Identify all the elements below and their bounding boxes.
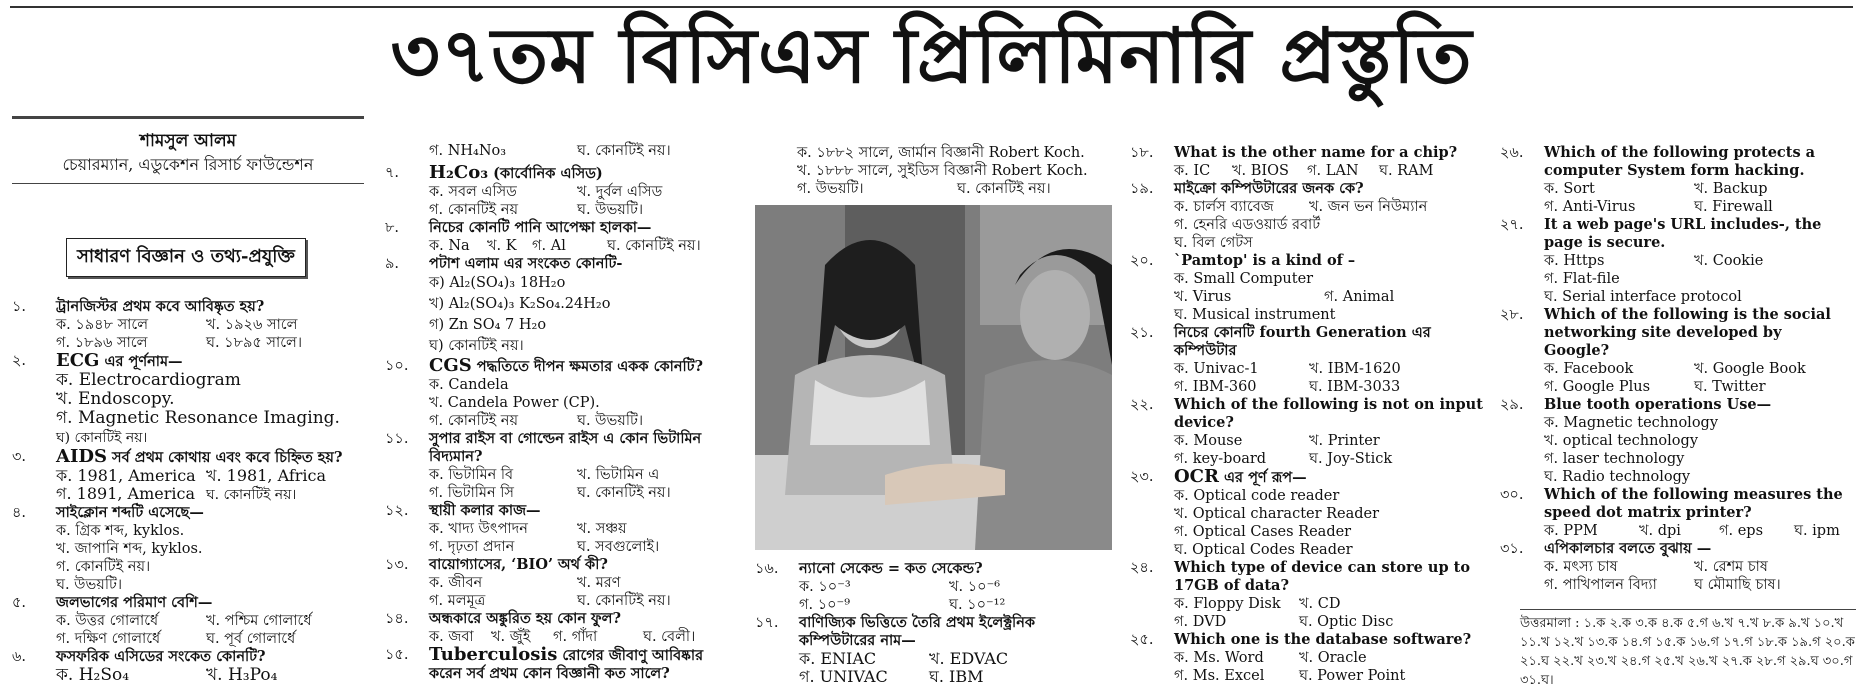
photo-image [755, 205, 1112, 550]
options-17: ক. ENIAC খ. EDVAC গ. UNIVAC ঘ. IBM [799, 649, 1009, 686]
question-16: ১৬. ন্যানো সেকেন্ড = কত সেকেন্ড? [755, 560, 983, 577]
question-15: ১৫. Tuberculosis রোগের জীবাণু আবিষ্কার করেন সর্ব প্রথম কোন বিজ্ঞানী কত সালে? [385, 644, 704, 682]
options-11: ক. ভিটামিন বি খ. ভিটামিন এ গ. ভিটামিন সি ঘ. কোনটিই নয়। [429, 467, 671, 501]
column-5 [1500, 144, 1845, 594]
options-24: ক. Floppy Disk খ. CD গ. DVD ঘ. Optic Disc [1174, 596, 1394, 630]
options-5: ক. উত্তর গোলার্ধে খ. পশ্চিম গোলার্ধে গ. দক্ষিণ গোলার্ধে ঘ. পূর্ব গোলার্ধে [56, 613, 312, 647]
question-21: ২১. নিচের কোনটি fourth Generation এর কম্পিউটার [1130, 324, 1431, 359]
column-2 [385, 142, 715, 683]
answer-key: উত্তরমালা : ১.ক ২.ক ৩.ক ৪.ক ৫.গ ৬.খ ৭.খ ৮.ক ৯.খ ১০.খ ১১.খ ১২.খ ১৩.ক ১৪.গ ১৫.ক ১৬.গ ১৭.গ ১৮.ক ১৯.গ ২০.ক ২১.ঘ ২২.খ ২৩.খ ২৪.গ ২৫.খ ২৬.খ ২৭.ক ২৮.গ ২৯.ঘ ৩০.গ ৩১.ঘ। [1520, 609, 1856, 690]
options-7: ক. সবল এসিড খ. দুর্বল এসিড গ. কোনটিই নয় ঘ. উভয়টি। [429, 184, 663, 218]
options-22: ক. Mouse খ. Printer গ. key-board ঘ. Joy-Stick [1174, 433, 1393, 467]
options-13: ক. জীবন খ. মরণ গ. মলমূত্র ঘ. কোনটিই নয়। [429, 575, 671, 609]
options-20: ক. Small Computer খ. Virus গ. Animal ঘ. Musical instrument [1174, 271, 1395, 323]
options-26: ক. Sort খ. Backup গ. Anti-Virus ঘ. Firewall [1544, 181, 1773, 215]
question-22: ২২. Which of the following is not on input device? [1130, 396, 1483, 431]
options-1: ক. ১৯৪৮ সালে খ. ১৯২৬ সালে গ. ১৮৯৬ সালে ঘ. ১৮৯৫ সালে। [56, 317, 303, 351]
options-25: ক. Ms. Word খ. Oracle গ. Ms. Excel ঘ. Power Point [1174, 650, 1406, 684]
question-31: ৩১. এপিকালচার বলতে বুঝায় — [1500, 540, 1712, 557]
column-4 [1130, 144, 1490, 685]
options-4: ক. গ্রিক শব্দ, kyklos. খ. জাপানি শব্দ, kyklos. গ. কোনটিই নয়। ঘ. উভয়টি। [56, 523, 203, 593]
classroom-photo [755, 205, 1112, 550]
column-1 [12, 298, 357, 684]
author-role: চেয়ারম্যান, এডুকেশন রিসার্চ ফাউন্ডেশন [62, 155, 314, 174]
options-18: ক. IC খ. BIOS গ. LAN ঘ. RAM [1174, 163, 1434, 179]
question-25: ২৫. Which one is the database software? [1130, 631, 1472, 648]
question-1: ১. ট্রানজিস্টর প্রথম কবে আবিষ্কৃত হয়? [12, 298, 265, 315]
question-6: ৬. ফসফরিক এসিডের সংকেত কোনটি? [12, 648, 266, 665]
question-24: ২৪. Which type of device can store up to 17GB of data? [1130, 559, 1471, 594]
question-14: ১৪. অন্ধকারে অঙ্কুরিত হয় কোন ফুল? [385, 610, 621, 627]
section-title: সাধারণ বিজ্ঞান ও তথ্য-প্রযুক্তি [66, 238, 306, 277]
options-9: ক) Al₂(SO₄)₃ 18H₂o খ) Al₂(SO₄)₃ K₂So₄.24H₂o গ) Zn SO₄ 7 H₂o ঘ) কোনটিই নয়। [429, 275, 611, 354]
options-6-cont: গ. NH₄No₃ ঘ. কোনটিই নয়। [429, 143, 671, 159]
options-8: ক. Na খ. K গ. Al ঘ. কোনটিই নয়। [429, 238, 701, 254]
question-30: ৩০. Which of the following measures the speed dot matrix printer? [1500, 486, 1843, 521]
options-31: ক. মৎস্য চাষ খ. রেশম চাষ গ. পাখিপালন বিদ্যা ঘ মৌমাছি চাষ। [1544, 559, 1781, 593]
question-26: ২৬. Which of the following protects a computer System form hacking. [1500, 144, 1816, 179]
options-6: ক. H₂So₄ খ. H₃Po₄ [56, 665, 278, 685]
author-block [12, 116, 364, 184]
options-15: ক. ১৮৮২ সালে, জার্মান বিজ্ঞানী Robert Koch. খ. ১৮৮৮ সালে, সুইডিস বিজ্ঞানী Robert Koch. গ. উভয়টি। ঘ. কোনটিই নয়। [797, 145, 1088, 197]
question-2: ২. ECG এর পূর্ণনাম— [12, 350, 183, 371]
options-30: ক. PPM খ. dpi গ. eps ঘ. ipm [1544, 523, 1840, 539]
question-10: ১০. CGS পদ্ধতিতে দীপন ক্ষমতার একক কোনটি? [385, 355, 704, 376]
column-3 [755, 144, 1115, 198]
options-16: ক. ১০⁻³ খ. ১০⁻⁶ গ. ১০⁻⁹ ঘ. ১০⁻¹² [799, 579, 1006, 613]
question-13: ১৩. বায়োগ্যাসের, ‘BIO’ অর্থ কী? [385, 556, 608, 573]
options-3: ক. 1981, America খ. 1981, Africa গ. 1891, America ঘ. কোনটিই নয়। [56, 466, 327, 503]
question-18: ১৮. What is the other name for a chip? [1130, 144, 1458, 161]
question-29: ২৯. Blue tooth operations Use— [1500, 396, 1772, 413]
top-rule [10, 6, 1853, 8]
author-name: শামসুল আলম [139, 131, 237, 151]
question-11: ১১. সুপার রাইস বা গোল্ডেন রাইস এ কোন ভিটামিন বিদ্যমান? [385, 430, 702, 465]
question-5: ৫. জলভাগের পরিমাণ বেশি— [12, 594, 213, 611]
column-3-lower [755, 560, 1115, 686]
question-4: ৪. সাইক্লোন শব্দটি এসেছে— [12, 504, 204, 521]
question-8: ৮. নিচের কোনটি পানি আপেক্ষা হালকা— [385, 219, 652, 236]
question-28: ২৮. Which of the following is the social networking site developed by Google? [1500, 306, 1831, 359]
options-21: ক. Univac-1 খ. IBM-1620 গ. IBM-360 ঘ. IBM-3033 [1174, 361, 1401, 395]
question-12: ১২. স্থায়ী কলার কাজ— [385, 502, 541, 519]
options-29: ক. Magnetic technology খ. optical technology গ. laser technology ঘ. Radio technology [1544, 415, 1719, 485]
options-27: ক. Https খ. Cookie গ. Flat-file ঘ. Serial interface protocol [1544, 253, 1764, 305]
question-19: ১৯. মাইক্রো কম্পিউটারের জনক কে? [1130, 180, 1364, 197]
question-7: ৭. H₂Co₃ (কার্বোনিক এসিড) [385, 162, 603, 183]
question-27: ২৭. It a web page's URL includes-, the page is secure. [1500, 216, 1822, 251]
options-12: ক. খাদ্য উৎপাদন খ. সঞ্চয় গ. দৃঢ়তা প্রদান ঘ. সবগুলোই। [429, 521, 660, 555]
question-17: ১৭. বাণিজ্যিক ভিত্তিতে তৈরি প্রথম ইলেক্ট্রনিক কম্পিউটারের নাম— [755, 614, 1035, 649]
options-23: ক. Optical code reader খ. Optical character Reader গ. Optical Cases Reader ঘ. Optical Codes Reader [1174, 488, 1380, 558]
question-9: ৯. পটাশ এলাম এর সংকেত কোনটি- [385, 255, 623, 272]
options-19: ক. চার্লস ব্যাবেজ খ. জন ভন নিউম্যান গ. হেনরি এডওয়ার্ড রবার্ট ঘ. বিল গেটস [1174, 199, 1428, 251]
question-3: ৩. AIDS সর্ব প্রথম কোথায় এবং কবে চিহ্নিত হয়? [12, 446, 343, 467]
options-14: ক. জবা খ. জুঁই গ. গাঁদা ঘ. বেলী। [429, 629, 696, 645]
options-10: ক. Candela খ. Candela Power (CP). গ. কোনটিই নয় ঘ. উভয়টি। [429, 377, 644, 429]
question-23: ২৩. OCR এর পূর্ণ রূপ— [1130, 466, 1307, 487]
options-2: ক. Electrocardiogram খ. Endoscopy. গ. Magnetic Resonance Imaging. ঘ) কোনটিই নয়। [56, 370, 340, 446]
options-28: ক. Facebook খ. Google Book গ. Google Plus ঘ. Twitter [1544, 361, 1806, 395]
question-20: ২০. `Pamtop' is a kind of – [1130, 252, 1356, 269]
page-title: ৩৭তম বিসিএস প্রিলিমিনারি প্রস্তুতি [390, 11, 1473, 100]
